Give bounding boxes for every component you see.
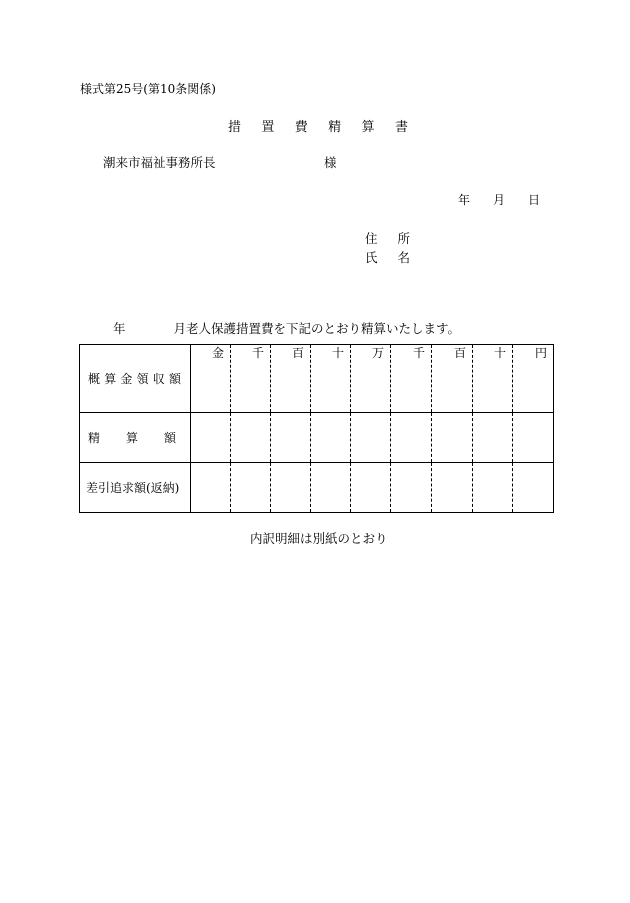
amount-digit-cell[interactable] — [311, 413, 351, 463]
digit-unit-header: 百 — [453, 346, 466, 360]
amount-digit-cell[interactable] — [271, 463, 311, 513]
amount-digit-cell[interactable] — [311, 345, 351, 413]
row-label-cell — [80, 345, 191, 413]
statement-year-label: 年 — [113, 321, 126, 336]
amount-digit-cell[interactable] — [473, 413, 513, 463]
amount-digit-cell[interactable] — [351, 413, 391, 463]
label-char: 額 — [163, 431, 176, 445]
label-char: 領 — [136, 372, 149, 386]
title-char: 書 — [394, 120, 408, 135]
amount-digit-cell[interactable] — [391, 413, 432, 463]
row-label-settlement-amount — [80, 429, 190, 446]
address-char: 住 — [365, 231, 378, 246]
applicant-name-label — [365, 252, 410, 265]
digit-unit-header: 円 — [534, 346, 547, 360]
date-year-label: 年 — [458, 193, 471, 207]
digit-unit-header: 十 — [331, 346, 344, 360]
row-label-cell — [80, 463, 191, 513]
digit-unit-header: 金 — [211, 346, 224, 360]
amount-digit-cell[interactable] — [231, 345, 271, 413]
digit-unit-header: 千 — [412, 346, 425, 360]
title-char: 精 — [328, 120, 342, 135]
table-row — [80, 463, 554, 513]
digit-unit-header: 千 — [251, 346, 264, 360]
row-label-difference — [80, 479, 190, 496]
date-line — [458, 194, 540, 206]
title-char: 費 — [294, 120, 308, 135]
document-title — [228, 121, 408, 134]
label-char: 精 — [88, 431, 101, 445]
amount-digit-cell[interactable] — [351, 345, 391, 413]
row-label-cell — [80, 413, 191, 463]
label-char: 額 — [168, 372, 181, 386]
statement-text: 月老人保護措置費を下記のとおり精算いたします。 — [173, 321, 461, 336]
title-char: 置 — [261, 120, 275, 135]
amount-digit-cell[interactable] — [513, 463, 554, 513]
amount-digit-cell[interactable] — [391, 345, 432, 413]
label-char: 算 — [125, 431, 138, 445]
digit-unit-header: 十 — [493, 346, 506, 360]
digit-unit-header: 万 — [371, 346, 384, 360]
amount-digit-cell[interactable] — [473, 345, 513, 413]
digit-unit-header: 百 — [291, 346, 304, 360]
title-char: 算 — [361, 120, 375, 135]
address-char: 所 — [397, 231, 410, 246]
applicant-address-label — [365, 233, 410, 246]
amount-digit-cell[interactable] — [351, 463, 391, 513]
honorific: 様 — [324, 155, 337, 170]
date-month-label: 月 — [492, 193, 505, 207]
footer-note: 内訳明細は別紙のとおり — [250, 531, 388, 546]
amount-digit-cell[interactable] — [432, 413, 473, 463]
amount-digit-cell[interactable] — [473, 463, 513, 513]
amount-digit-cell[interactable] — [231, 463, 271, 513]
label-char: 概 — [88, 372, 101, 386]
amount-digit-cell[interactable] — [191, 463, 231, 513]
amount-digit-cell[interactable] — [311, 463, 351, 513]
amount-digit-cell[interactable] — [271, 413, 311, 463]
name-char: 氏 — [365, 250, 378, 265]
date-day-label: 日 — [527, 193, 540, 207]
table-row — [80, 345, 554, 413]
form-number: 様式第25号(第10条関係) — [80, 82, 216, 96]
amount-digit-cell[interactable] — [513, 345, 554, 413]
name-char: 名 — [397, 250, 410, 265]
amount-table-wrapper — [79, 344, 553, 511]
amount-digit-cell[interactable] — [432, 345, 473, 413]
amount-table — [79, 344, 554, 513]
settlement-statement — [113, 323, 460, 336]
amount-digit-cell[interactable] — [271, 345, 311, 413]
amount-digit-cell[interactable] — [391, 463, 432, 513]
amount-digit-cell[interactable] — [513, 413, 554, 463]
amount-digit-cell[interactable] — [191, 413, 231, 463]
addressee: 潮来市福祉事務所長 — [103, 155, 216, 170]
label-char: 金 — [120, 372, 133, 386]
title-char: 措 — [228, 120, 242, 135]
label-char: 算 — [104, 372, 117, 386]
amount-digit-cell[interactable] — [432, 463, 473, 513]
amount-digit-cell[interactable] — [191, 345, 231, 413]
label-char: 収 — [152, 372, 165, 386]
amount-digit-cell[interactable] — [231, 413, 271, 463]
table-row — [80, 413, 554, 463]
row-label-estimated-received — [80, 370, 190, 387]
label-text: 差引追求額(返納) — [86, 481, 180, 495]
